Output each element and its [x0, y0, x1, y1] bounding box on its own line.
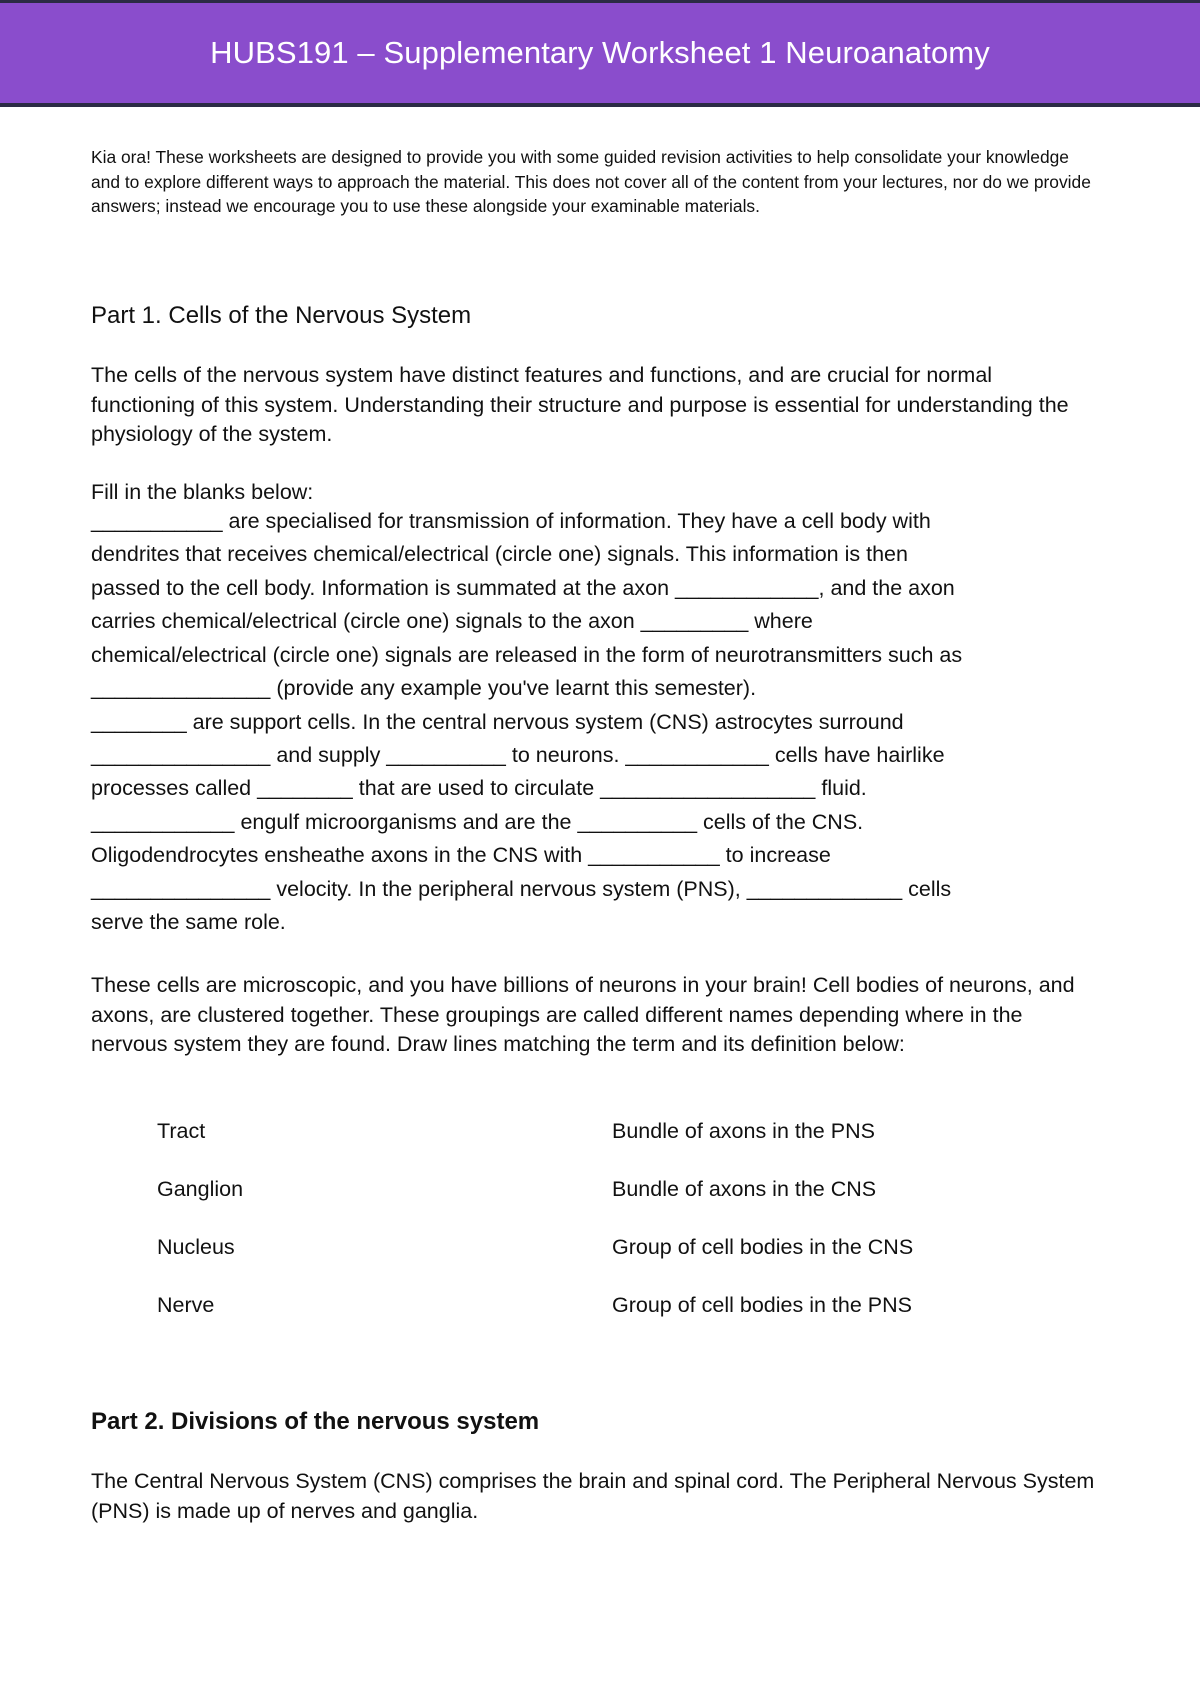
definition-item: Bundle of axons in the PNS — [612, 1119, 875, 1143]
fill-line: ___________ are specialised for transmission of information. They have a cell body with — [91, 509, 931, 533]
fill-line: Oligodendrocytes ensheathe axons in the CNS with ___________ to increase — [91, 843, 831, 867]
definition-item: Bundle of axons in the CNS — [612, 1177, 877, 1201]
part2-heading: Part 2. Divisions of the nervous system — [91, 1408, 540, 1435]
fill-line: chemical/electrical (circle one) signals are released in the form of neurotransmitters such as — [91, 643, 963, 667]
title-banner — [0, 3, 1200, 107]
term-nucleus: Nucleus — [157, 1235, 235, 1259]
fill-line: dendrites that receives chemical/electrical (circle one) signals. This information is then — [91, 542, 908, 566]
fill-line: ________ are support cells. In the central nervous system (CNS) astrocytes surround — [91, 710, 904, 734]
fill-line: _______________ (provide any example you've learnt this semester). — [91, 676, 757, 700]
fill-line: ____________ engulf microorganisms and are the __________ cells of the CNS. — [91, 810, 864, 834]
part1-heading: Part 1. Cells of the Nervous System — [91, 302, 472, 329]
part1-intro-paragraph: The cells of the nervous system have distinct features and functions, and are crucial for normal functioning of this system. Understanding their structure and purpose is essential for understanding the physiology of the system. — [91, 363, 1069, 446]
definition-item: Group of cell bodies in the PNS — [612, 1293, 912, 1317]
fill-line: processes called ________ that are used to circulate __________________ fluid. — [91, 776, 867, 800]
term-nerve: Nerve — [157, 1293, 215, 1317]
fill-line: _______________ velocity. In the peripheral nervous system (PNS), _____________ cells — [91, 877, 952, 901]
fill-line: carries chemical/electrical (circle one) signals to the axon _________ where — [91, 609, 813, 633]
term-ganglion: Ganglion — [157, 1177, 244, 1201]
intro-paragraph: Kia ora! These worksheets are designed to provide you with some guided revision activities to help consolidate your knowledge and to explore different ways to approach the material. This does not cover all of the content from your lectures, nor do we provide answers; instead we encourage you to use these alongside your examinable materials. — [91, 147, 1091, 216]
matching-instructions: These cells are microscopic, and you have billions of neurons in your brain! Cell bodies of neurons, and axons, are clustered together. These groupings are called different names depending where in the nervous system they are found. Draw lines matching the term and its definition below: — [91, 973, 1075, 1056]
page-title: HUBS191 – Supplementary Worksheet 1 Neuroanatomy — [210, 35, 990, 70]
fill-line: _______________ and supply __________ to neurons. ____________ cells have hairlike — [91, 743, 945, 767]
term-tract: Tract — [157, 1119, 206, 1143]
fill-prompt: Fill in the blanks below: — [91, 480, 314, 504]
fill-line: serve the same role. — [91, 910, 286, 934]
fill-line: passed to the cell body. Information is summated at the axon ____________, and the axon — [91, 576, 955, 600]
part2-paragraph: The Central Nervous System (CNS) comprises the brain and spinal cord. The Peripheral Nervous System (PNS) is made up of nerves and ganglia. — [91, 1469, 1095, 1523]
definition-item: Group of cell bodies in the CNS — [612, 1235, 914, 1259]
